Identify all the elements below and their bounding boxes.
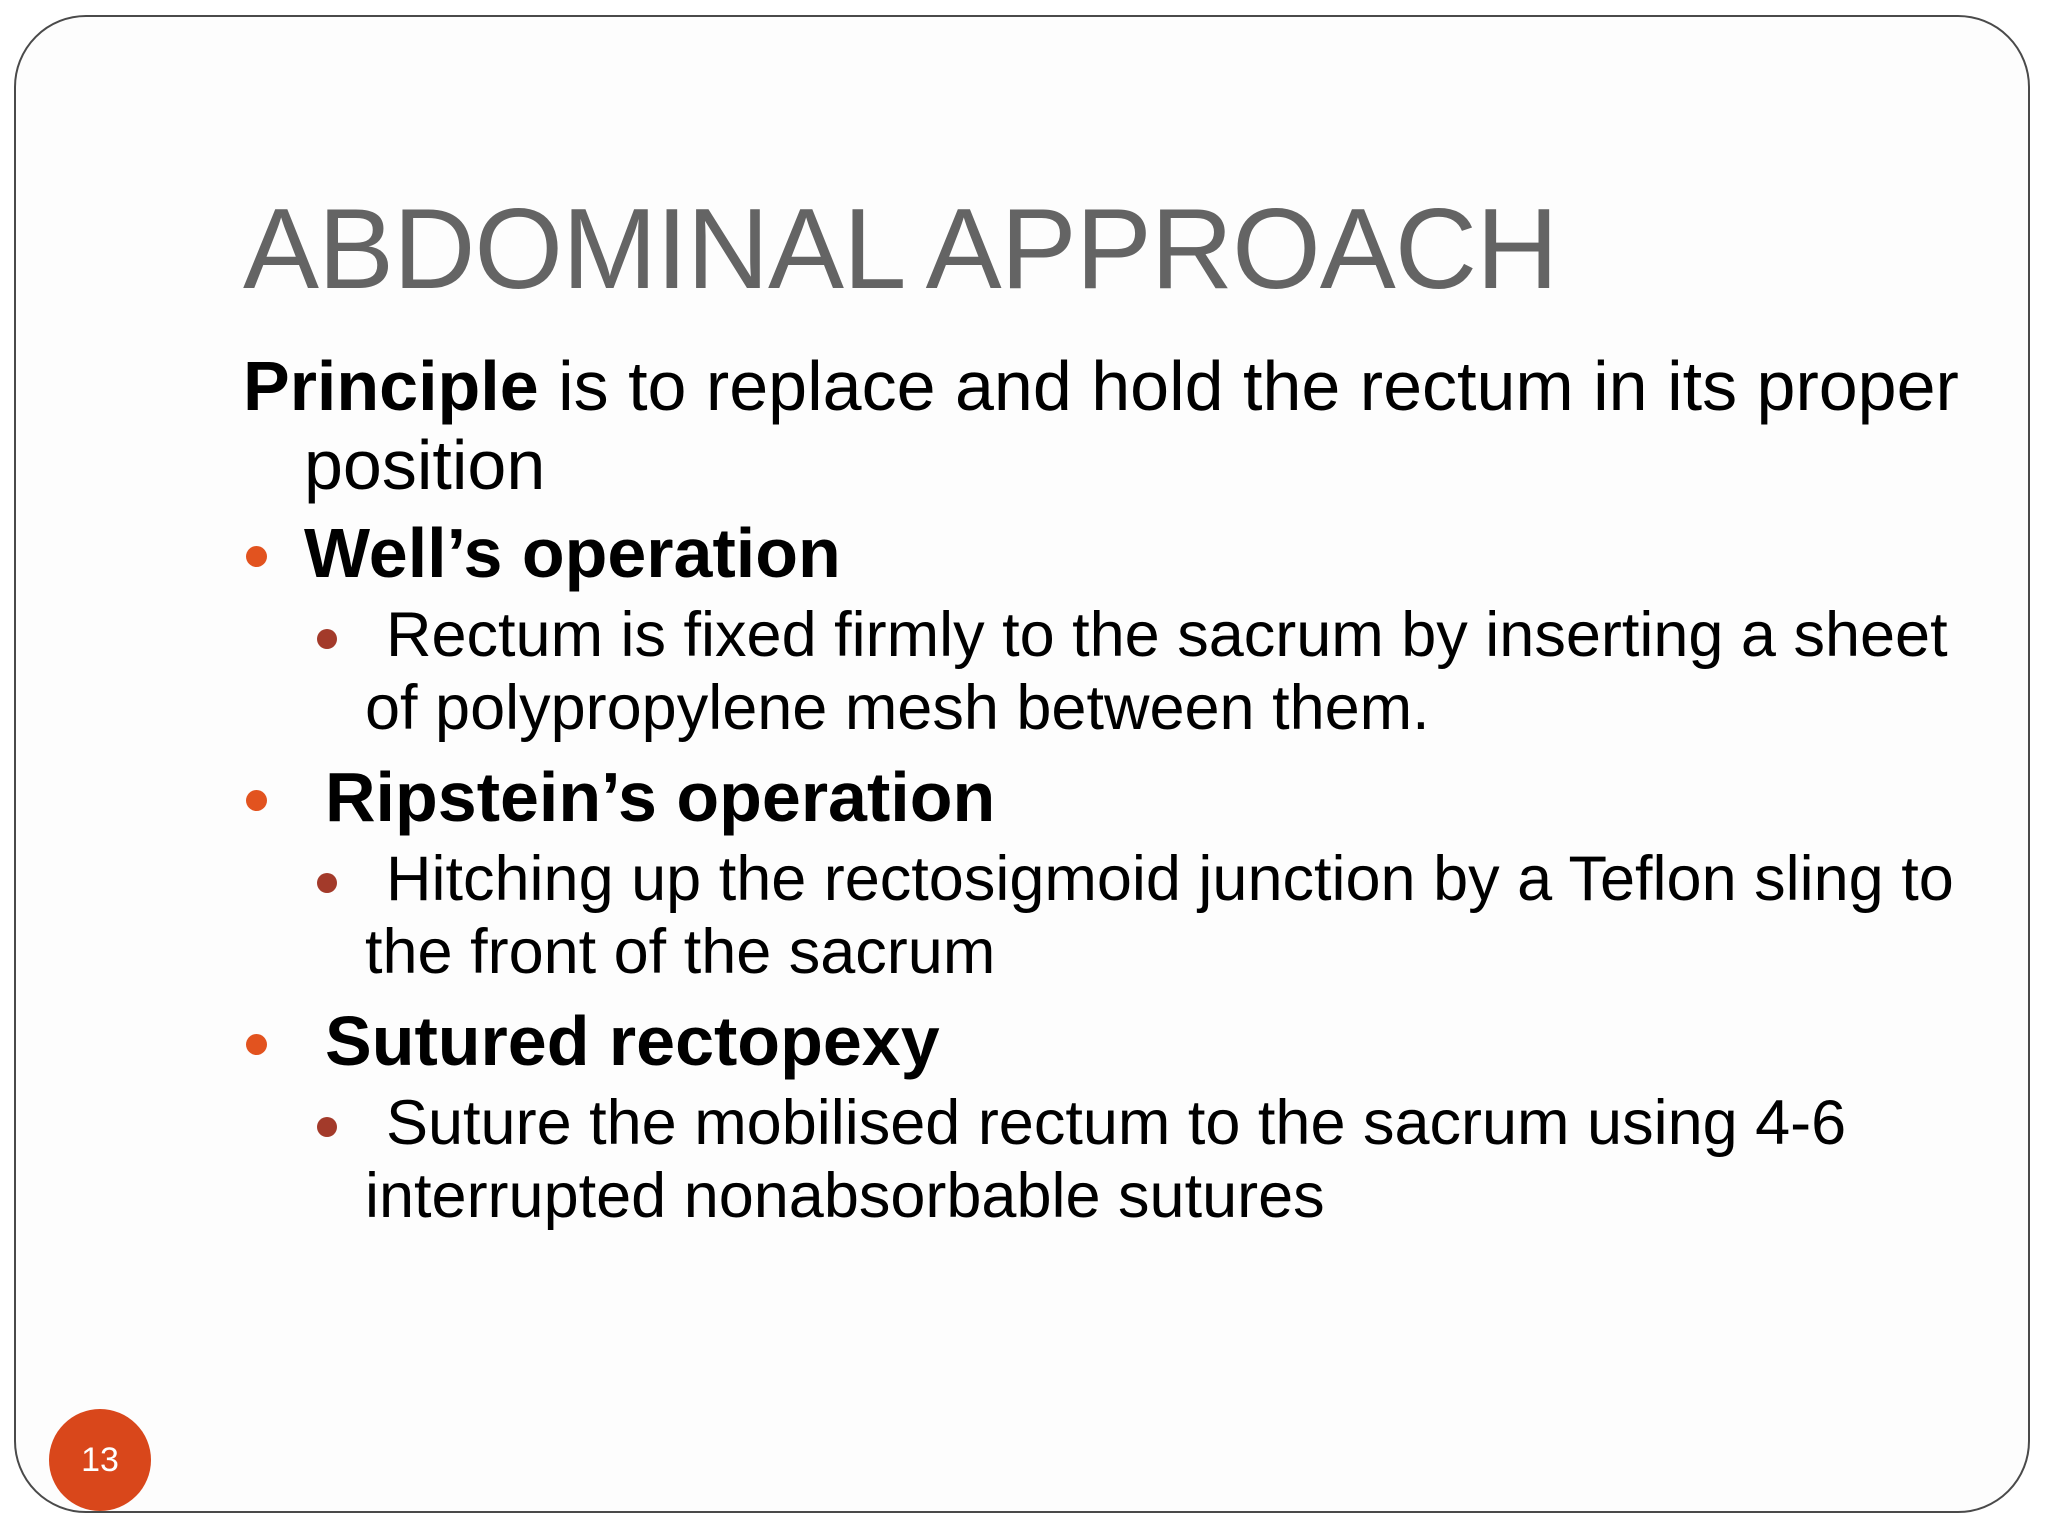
sub-bullet-wells-detail xyxy=(243,599,1963,745)
bullet-sutured-rectopexy xyxy=(243,1001,1963,1081)
bullet-dot-icon xyxy=(246,790,267,811)
sub-bullet-dot-icon xyxy=(317,629,337,649)
bullet-ripsteins-operation xyxy=(243,757,1963,837)
slide-body xyxy=(243,347,1963,1233)
bullet-heading: Well’s operation xyxy=(304,514,841,592)
sub-bullet-dot-icon xyxy=(317,873,337,893)
sub-bullet-ripsteins-detail xyxy=(243,843,1963,989)
slide-number-badge: 13 xyxy=(49,1409,151,1511)
bullet-heading: Sutured rectopexy xyxy=(325,1002,940,1080)
bullet-wells-operation xyxy=(243,513,1963,593)
principle-label: Principle xyxy=(243,347,539,425)
sub-bullet-dot-icon xyxy=(317,1117,337,1137)
bullet-heading: Ripstein’s operation xyxy=(325,758,996,836)
bullet-dot-icon xyxy=(246,1034,267,1055)
principle-paragraph xyxy=(243,347,1963,505)
sub-bullet-text: Suture the mobilised rectum to the sacrum using 4-6 interrupted nonabsorbable sutures xyxy=(365,1088,1847,1231)
sub-bullet-sutured-detail xyxy=(243,1087,1963,1233)
sub-bullet-text: Rectum is fixed firmly to the sacrum by inserting a sheet of polypropylene mesh between them. xyxy=(365,600,1948,743)
slide xyxy=(14,15,2030,1513)
bullet-dot-icon xyxy=(246,546,267,567)
slide-title: ABDOMINAL APPROACH xyxy=(243,186,1558,313)
principle-text: is to replace and hold the rectum in its proper position xyxy=(304,347,1959,504)
sub-bullet-text: Hitching up the rectosigmoid junction by a Teflon sling to the front of the sacrum xyxy=(365,844,1954,987)
